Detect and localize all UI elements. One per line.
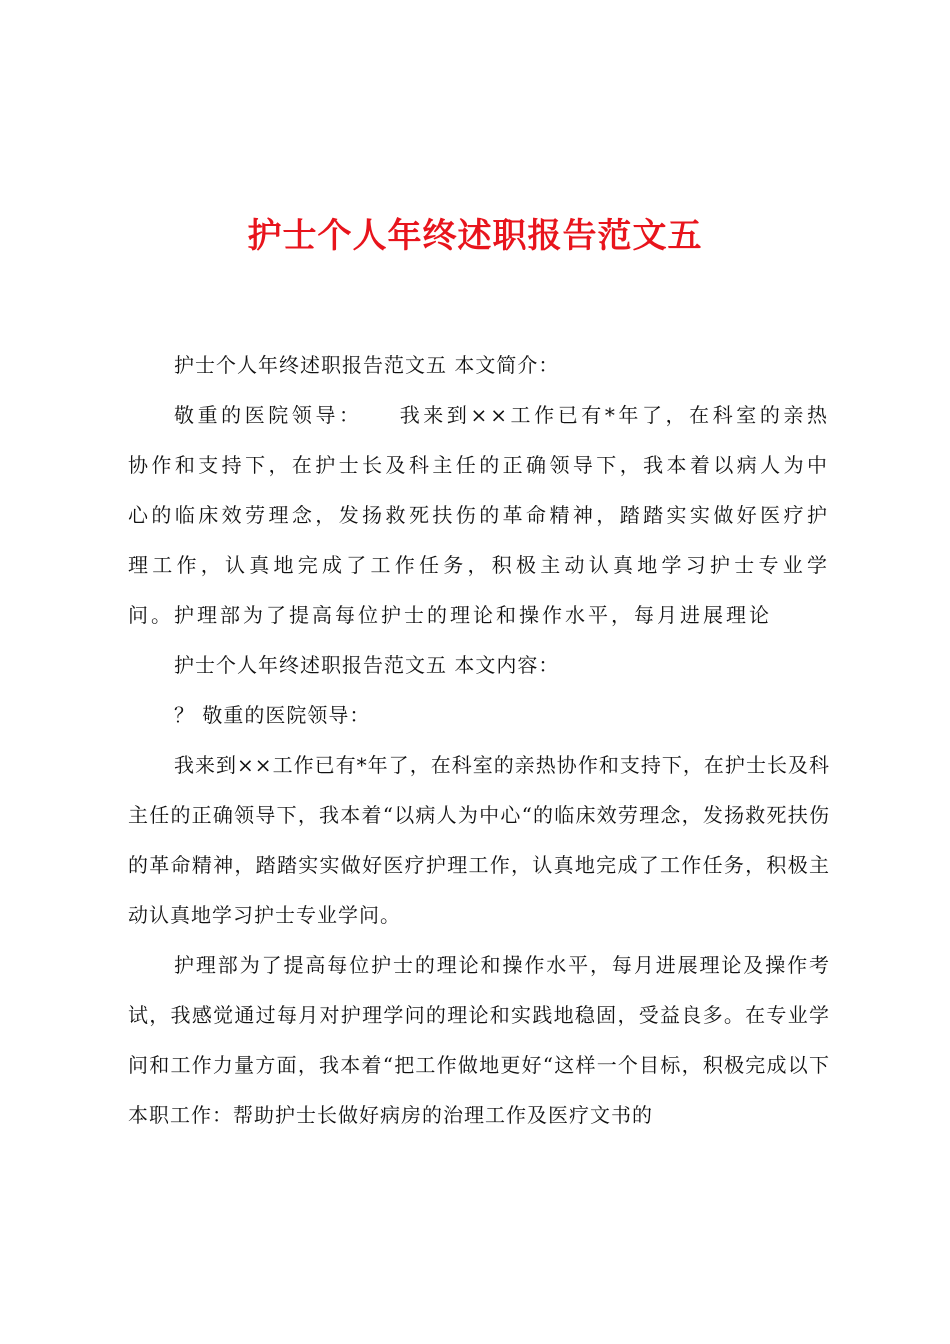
content-heading: 护士个人年终述职报告范文五 本文内容： (174, 653, 560, 677)
document-title: 护士个人年终述职报告范文五 (247, 216, 703, 256)
body-paragraph-2: 护理部为了提高每位护士的理论和操作水平，每月进展理论及操作考试，我感觉通过每月对护理学问的理论和实践地稳固，受益良多。在专业学问和工作力量方面，我本着“把工作做地更好“这样一个目标，积极完成以下本职工作：帮助护士长做好病房的治理工作及医疗文书的 (128, 953, 830, 1127)
document-body (128, 340, 830, 1140)
intro-heading: 护士个人年终述职报告范文五 本文简介： (174, 353, 560, 377)
salutation: ？ 敬重的医院领导： (174, 703, 371, 727)
body-paragraph-1: 我来到××工作已有*年了，在科室的亲热协作和支持下，在护士长及科主任的正确领导下，我本着“以病人为中心“的临床效劳理念，发扬救死扶伤的革命精神，踏踏实实做好医疗护理工作，认真地完成了工作任务，积极主动认真地学习护士专业学问。 (128, 753, 830, 927)
summary-paragraph: 敬重的医院领导： 我来到××工作已有*年了，在科室的亲热协作和支持下，在护士长及科主任的正确领导下，我本着以病人为中心的临床效劳理念，发扬救死扶伤的革命精神，踏踏实实做好医疗护理工作，认真地完成了工作任务，积极主动认真地学习护士专业学问。护理部为了提高每位护士的理论和操作水平，每月进展理论 (128, 403, 830, 627)
